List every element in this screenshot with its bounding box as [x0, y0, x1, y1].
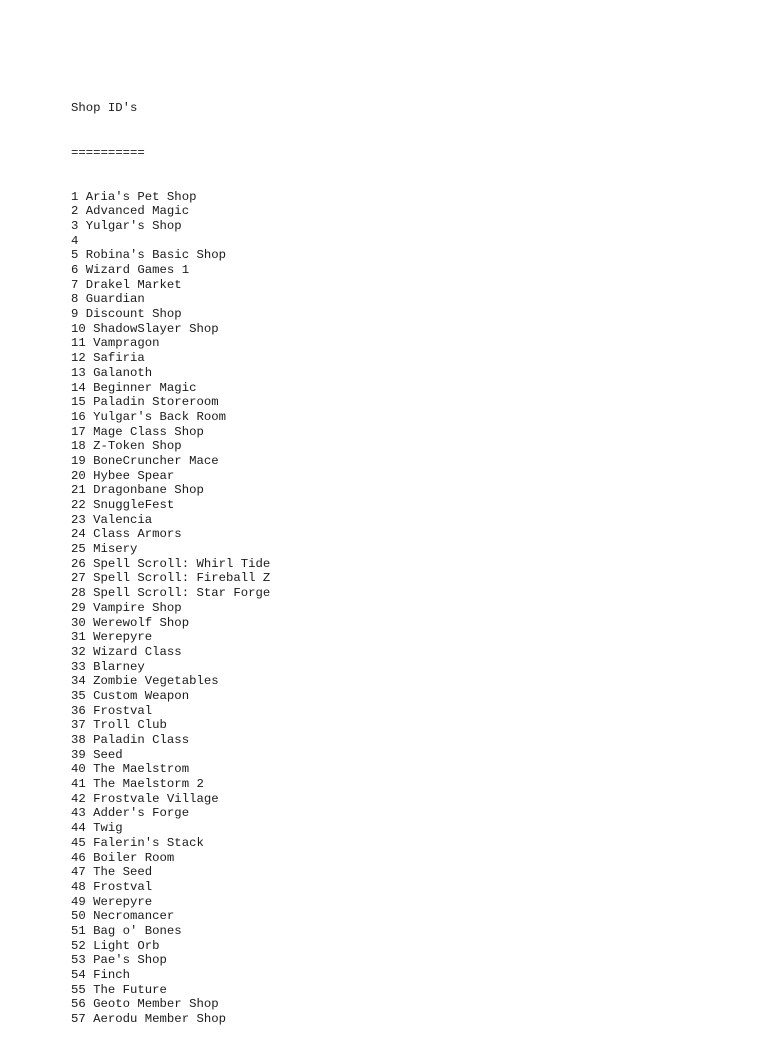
shop-list-item: 46 Boiler Room — [71, 850, 175, 865]
shop-list-item: 2 Advanced Magic — [71, 204, 190, 219]
shop-list-item: 6 Wizard Games 1 — [71, 263, 190, 278]
shop-list-item: 18 Z-Token Shop — [71, 439, 182, 454]
shop-list-item: 47 The Seed — [71, 865, 153, 880]
shop-list-item: 16 Yulgar's Back Room — [71, 409, 226, 424]
shop-list-item: 1 Aria's Pet Shop — [71, 189, 197, 204]
shop-list-item: 53 Pae's Shop — [71, 953, 167, 968]
shop-list-item: 39 Seed — [71, 747, 123, 762]
document-title: Shop ID's — [71, 101, 138, 116]
shop-list-item: 50 Necromancer — [71, 909, 175, 924]
shop-list-item: 14 Beginner Magic — [71, 380, 197, 395]
shop-list-item: 11 Vampragon — [71, 336, 160, 351]
shop-list-item: 57 Aerodu Member Shop — [71, 1012, 226, 1027]
shop-list-item: 52 Light Orb — [71, 938, 160, 953]
shop-list-item: 45 Falerin's Stack — [71, 835, 204, 850]
shop-list-item: 20 Hybee Spear — [71, 468, 175, 483]
shop-list-item: 55 The Future — [71, 982, 167, 997]
shop-list-item: 10 ShadowSlayer Shop — [71, 321, 219, 336]
shop-list-item: 56 Geoto Member Shop — [71, 997, 219, 1012]
shop-list-item: 42 Frostvale Village — [71, 791, 219, 806]
shop-list — [71, 190, 270, 1027]
shop-list-item: 37 Troll Club — [71, 718, 167, 733]
shop-list-item: 13 Galanoth — [71, 365, 153, 380]
shop-list-item: 9 Discount Shop — [71, 307, 182, 322]
shop-list-item: 19 BoneCruncher Mace — [71, 453, 219, 468]
shop-list-item: 51 Bag o' Bones — [71, 923, 182, 938]
shop-list-item: 17 Mage Class Shop — [71, 424, 204, 439]
shop-list-item: 5 Robina's Basic Shop — [71, 248, 226, 263]
shop-list-item: 33 Blarney — [71, 659, 145, 674]
shop-list-item: 21 Dragonbane Shop — [71, 483, 204, 498]
shop-list-item: 22 SnuggleFest — [71, 498, 175, 513]
shop-list-item: 27 Spell Scroll: Fireball Z — [71, 571, 271, 586]
shop-list-item: 31 Werepyre — [71, 630, 153, 645]
shop-list-item: 35 Custom Weapon — [71, 688, 190, 703]
shop-list-item: 26 Spell Scroll: Whirl Tide — [71, 556, 271, 571]
shop-list-item: 23 Valencia — [71, 512, 153, 527]
shop-id-document — [71, 72, 270, 1041]
shop-list-item: 3 Yulgar's Shop — [71, 218, 182, 233]
shop-list-item: 12 Safiria — [71, 351, 145, 366]
shop-list-item: 15 Paladin Storeroom — [71, 395, 219, 410]
title-underline: ========== — [71, 145, 145, 160]
shop-list-item: 32 Wizard Class — [71, 644, 182, 659]
shop-list-item: 25 Misery — [71, 542, 138, 557]
shop-list-item: 7 Drakel Market — [71, 277, 182, 292]
shop-list-item: 36 Frostval — [71, 703, 153, 718]
shop-list-item: 44 Twig — [71, 821, 123, 836]
shop-list-item: 29 Vampire Shop — [71, 600, 182, 615]
shop-list-item: 41 The Maelstorm 2 — [71, 777, 204, 792]
shop-list-item: 38 Paladin Class — [71, 733, 190, 748]
shop-list-item: 8 Guardian — [71, 292, 145, 307]
shop-list-item: 43 Adder's Forge — [71, 806, 190, 821]
shop-list-item: 34 Zombie Vegetables — [71, 674, 219, 689]
shop-list-item: 54 Finch — [71, 968, 131, 983]
shop-list-item: 24 Class Armors — [71, 527, 182, 542]
shop-list-item: 28 Spell Scroll: Star Forge — [71, 586, 271, 601]
shop-list-item: 40 The Maelstrom — [71, 762, 190, 777]
shop-list-item: 48 Frostval — [71, 879, 153, 894]
shop-list-item: 30 Werewolf Shop — [71, 615, 190, 630]
shop-list-item: 4 — [71, 233, 79, 248]
shop-list-item: 49 Werepyre — [71, 894, 153, 909]
